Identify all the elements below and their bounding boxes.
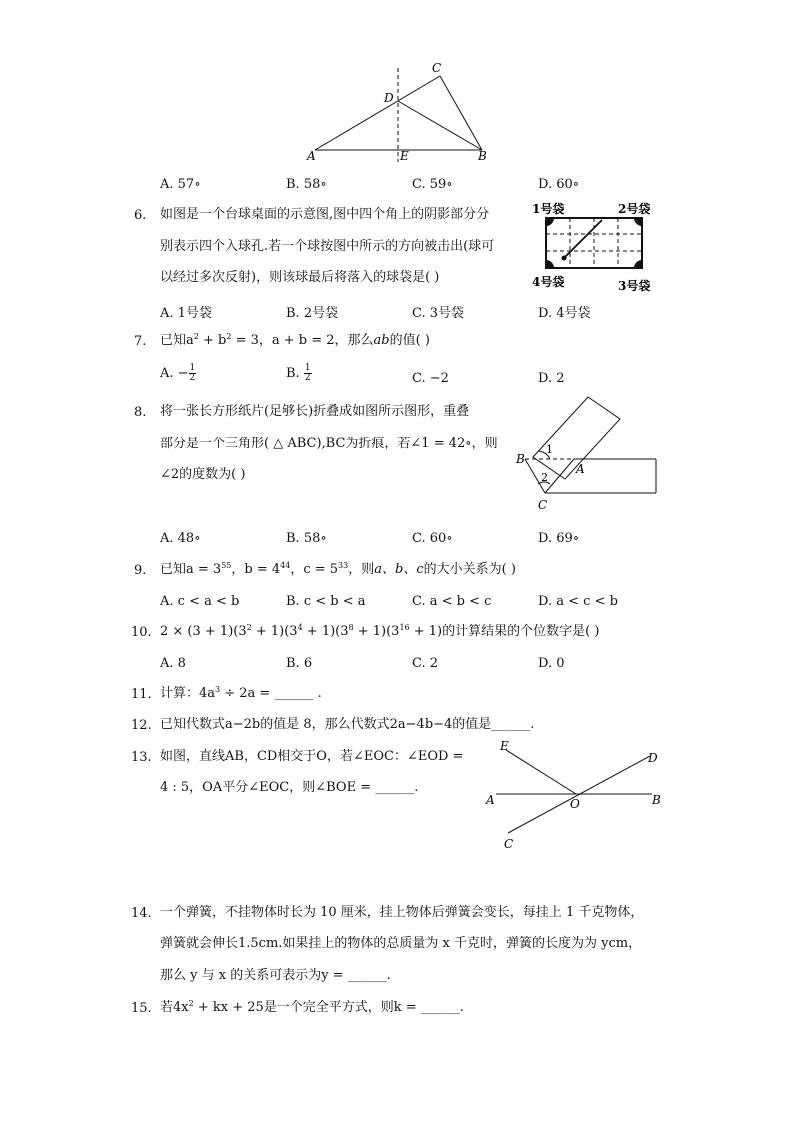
q13-line-2: 4 : 5，OA平分∠EOC，则∠BOE = ______. bbox=[160, 780, 419, 795]
q9-option-b: B. c < b < a bbox=[286, 594, 366, 609]
frac-num: 1 bbox=[189, 363, 196, 373]
q7-option-a bbox=[160, 364, 196, 383]
q8-folded-paper-figure bbox=[508, 395, 663, 515]
q13-label-o: O bbox=[570, 797, 580, 811]
q8-line-2 bbox=[160, 437, 518, 451]
q6-bag-3-label: 3号袋 bbox=[618, 279, 651, 293]
q6-line-2: 别表示四个入球孔.若一个球按图中所示的方向被击出(球可 bbox=[160, 239, 495, 254]
q15-number: 15. bbox=[131, 1001, 152, 1016]
q11-sup: 3 bbox=[215, 685, 221, 694]
q7-stem-var: ab bbox=[373, 333, 390, 348]
q5-option-c: C. 59∘ bbox=[412, 177, 453, 192]
q6-bag-2-label: 2号袋 bbox=[618, 202, 651, 216]
q13-label-e: E bbox=[500, 739, 509, 753]
q6-number: 6. bbox=[134, 208, 147, 223]
q15-part-2: + kx + 25是一个完全平方式，则k = ______. bbox=[193, 1000, 464, 1015]
q8-label-a: A bbox=[576, 462, 585, 476]
q8-line-3: ∠2的度数为( ) bbox=[160, 467, 246, 482]
q13-line-1: 如图，直线AB，CD相交于O，若∠EOC：∠EOD = bbox=[160, 749, 464, 764]
q8-label-2: 2 bbox=[541, 471, 548, 484]
q8-label-1: 1 bbox=[546, 443, 553, 456]
frac-den: 2 bbox=[304, 373, 311, 383]
q10-sup-3: 8 bbox=[348, 623, 354, 632]
q6-line-3: 以经过多次反射)，则该球最后将落入的球袋是( ) bbox=[160, 270, 440, 285]
q10-sup-1: 2 bbox=[246, 623, 252, 632]
q7-sup-2: 2 bbox=[226, 332, 232, 341]
q10-option-a: A. 8 bbox=[160, 656, 186, 671]
q11-number: 11. bbox=[131, 687, 152, 702]
frac-den: 2 bbox=[189, 373, 196, 383]
q10-part-2: + 1)(3 bbox=[251, 624, 298, 639]
q8-label-c: C bbox=[538, 498, 548, 512]
q10-sup-4: 16 bbox=[399, 623, 410, 632]
q5-label-c: C bbox=[432, 61, 442, 75]
q9-part-1: 已知a = 3 bbox=[160, 562, 222, 577]
q6-option-d: D. 4号袋 bbox=[538, 306, 591, 321]
q7-stem bbox=[160, 334, 430, 348]
q13-number: 13. bbox=[131, 750, 152, 765]
q7-sup-1: 2 bbox=[193, 332, 199, 341]
q15-stem bbox=[160, 1001, 464, 1015]
q8-option-b: B. 58∘ bbox=[286, 531, 327, 546]
q14-line-2: 弹簧就会伸长1.5cm.如果挂上的物体的总质量为 x 千克时，弹簧的长度为为 ycm， bbox=[160, 936, 642, 951]
q7-option-b bbox=[286, 364, 312, 383]
q6-billiard-table-figure bbox=[530, 198, 665, 294]
q9-stem bbox=[160, 563, 516, 577]
q6-option-a: A. 1号袋 bbox=[160, 306, 212, 321]
q7-stem-part-2: + b bbox=[198, 333, 227, 348]
q10-option-b: B. 6 bbox=[286, 656, 313, 671]
q9-option-d: D. a < c < b bbox=[538, 594, 618, 609]
q7-option-a-fraction bbox=[189, 364, 197, 383]
q9-part-4: ，则 bbox=[348, 562, 375, 577]
q7-option-b-fraction bbox=[304, 364, 312, 383]
q9-sup-2: 44 bbox=[280, 561, 291, 570]
q9-number: 9. bbox=[134, 563, 147, 578]
q6-line-1: 如图是一个台球桌面的示意图,图中四个角上的阴影部分分 bbox=[160, 207, 490, 222]
q6-bag-4-label: 4号袋 bbox=[532, 275, 565, 289]
q10-part-4: + 1)(3 bbox=[353, 624, 400, 639]
q7-option-b-label: B. bbox=[286, 366, 304, 381]
q5-option-a: A. 57∘ bbox=[160, 177, 201, 192]
q8-option-d: D. 69∘ bbox=[538, 531, 580, 546]
q5-label-b: B bbox=[478, 149, 487, 163]
q8-line-1: 将一张长方形纸片(足够长)折叠成如图所示图形，重叠 bbox=[160, 404, 470, 419]
q7-option-d: D. 2 bbox=[538, 371, 565, 386]
q10-part-5: + 1)的计算结果的个位数字是( ) bbox=[409, 624, 600, 639]
q9-part-2: ，b = 4 bbox=[231, 562, 281, 577]
q10-option-c: C. 2 bbox=[412, 656, 439, 671]
q11-part-2: ÷ 2a = ______ . bbox=[220, 686, 322, 701]
q14-number: 14. bbox=[131, 906, 152, 921]
q7-option-a-label: A. − bbox=[160, 366, 189, 381]
q5-label-a: A bbox=[307, 149, 316, 163]
q5-label-d: D bbox=[384, 91, 394, 105]
q11-stem bbox=[160, 687, 322, 701]
q15-part-1: 若4x bbox=[160, 1000, 189, 1015]
frac-num: 1 bbox=[304, 363, 311, 373]
q10-stem bbox=[160, 625, 599, 639]
q8-number: 8. bbox=[134, 405, 147, 420]
q15-sup: 2 bbox=[188, 999, 194, 1008]
q5-option-b: B. 58∘ bbox=[286, 177, 327, 192]
q13-label-b: B bbox=[652, 793, 661, 807]
q6-option-b: B. 2号袋 bbox=[286, 306, 339, 321]
q9-part-6: 的大小关系为( ) bbox=[423, 562, 516, 577]
q13-label-c: C bbox=[504, 837, 514, 851]
q7-stem-part-3: = 3，a + b = 2，那么 bbox=[231, 333, 374, 348]
q9-option-c: C. a < b < c bbox=[412, 594, 492, 609]
q7-number: 7. bbox=[134, 334, 147, 349]
q13-intersecting-lines-figure bbox=[480, 738, 670, 853]
q9-sup-3: 33 bbox=[338, 561, 349, 570]
q14-line-3: 那么 y 与 x 的关系可表示为y = ______. bbox=[160, 968, 391, 983]
q10-part-3: + 1)(3 bbox=[302, 624, 349, 639]
q8-label-b: B bbox=[516, 452, 525, 466]
q8-option-c: C. 60∘ bbox=[412, 531, 453, 546]
q6-option-c: C. 3号袋 bbox=[412, 306, 465, 321]
q10-part-1: 2 × (3 + 1)(3 bbox=[160, 624, 247, 639]
q10-option-d: D. 0 bbox=[538, 656, 565, 671]
q9-sup-1: 55 bbox=[221, 561, 232, 570]
q5-label-e: E bbox=[400, 149, 409, 163]
q7-stem-part-5: 的值( ) bbox=[389, 333, 430, 348]
q8-line-2-text: 部分是一个三角形( △ ABC),BC为折痕，若∠1 = 42∘，则 bbox=[160, 437, 498, 451]
q14-line-1: 一个弹簧，不挂物体时长为 10 厘米，挂上物体后弹簧会变长，每挂上 1 千克物体， bbox=[160, 905, 644, 920]
q13-label-d: D bbox=[648, 751, 658, 765]
q5-triangle-figure bbox=[300, 58, 500, 166]
q10-sup-2: 4 bbox=[297, 623, 303, 632]
q9-part-3: ，c = 5 bbox=[290, 562, 339, 577]
q7-option-c: C. −2 bbox=[412, 371, 449, 386]
q12-stem: 已知代数式a−2b的值是 8，那么代数式2a−4b−4的值是______. bbox=[160, 717, 535, 732]
q6-bag-1-label: 1号袋 bbox=[532, 202, 565, 216]
q10-number: 10. bbox=[131, 625, 152, 640]
q8-option-a: A. 48∘ bbox=[160, 531, 201, 546]
q5-option-d: D. 60∘ bbox=[538, 177, 580, 192]
q11-part-1: 计算：4a bbox=[160, 686, 216, 701]
q9-vars: a、b、c bbox=[374, 562, 424, 577]
q9-option-a: A. c < a < b bbox=[160, 594, 240, 609]
q13-label-a: A bbox=[486, 793, 495, 807]
q12-number: 12. bbox=[131, 718, 152, 733]
q7-stem-part-1: 已知a bbox=[160, 333, 194, 348]
